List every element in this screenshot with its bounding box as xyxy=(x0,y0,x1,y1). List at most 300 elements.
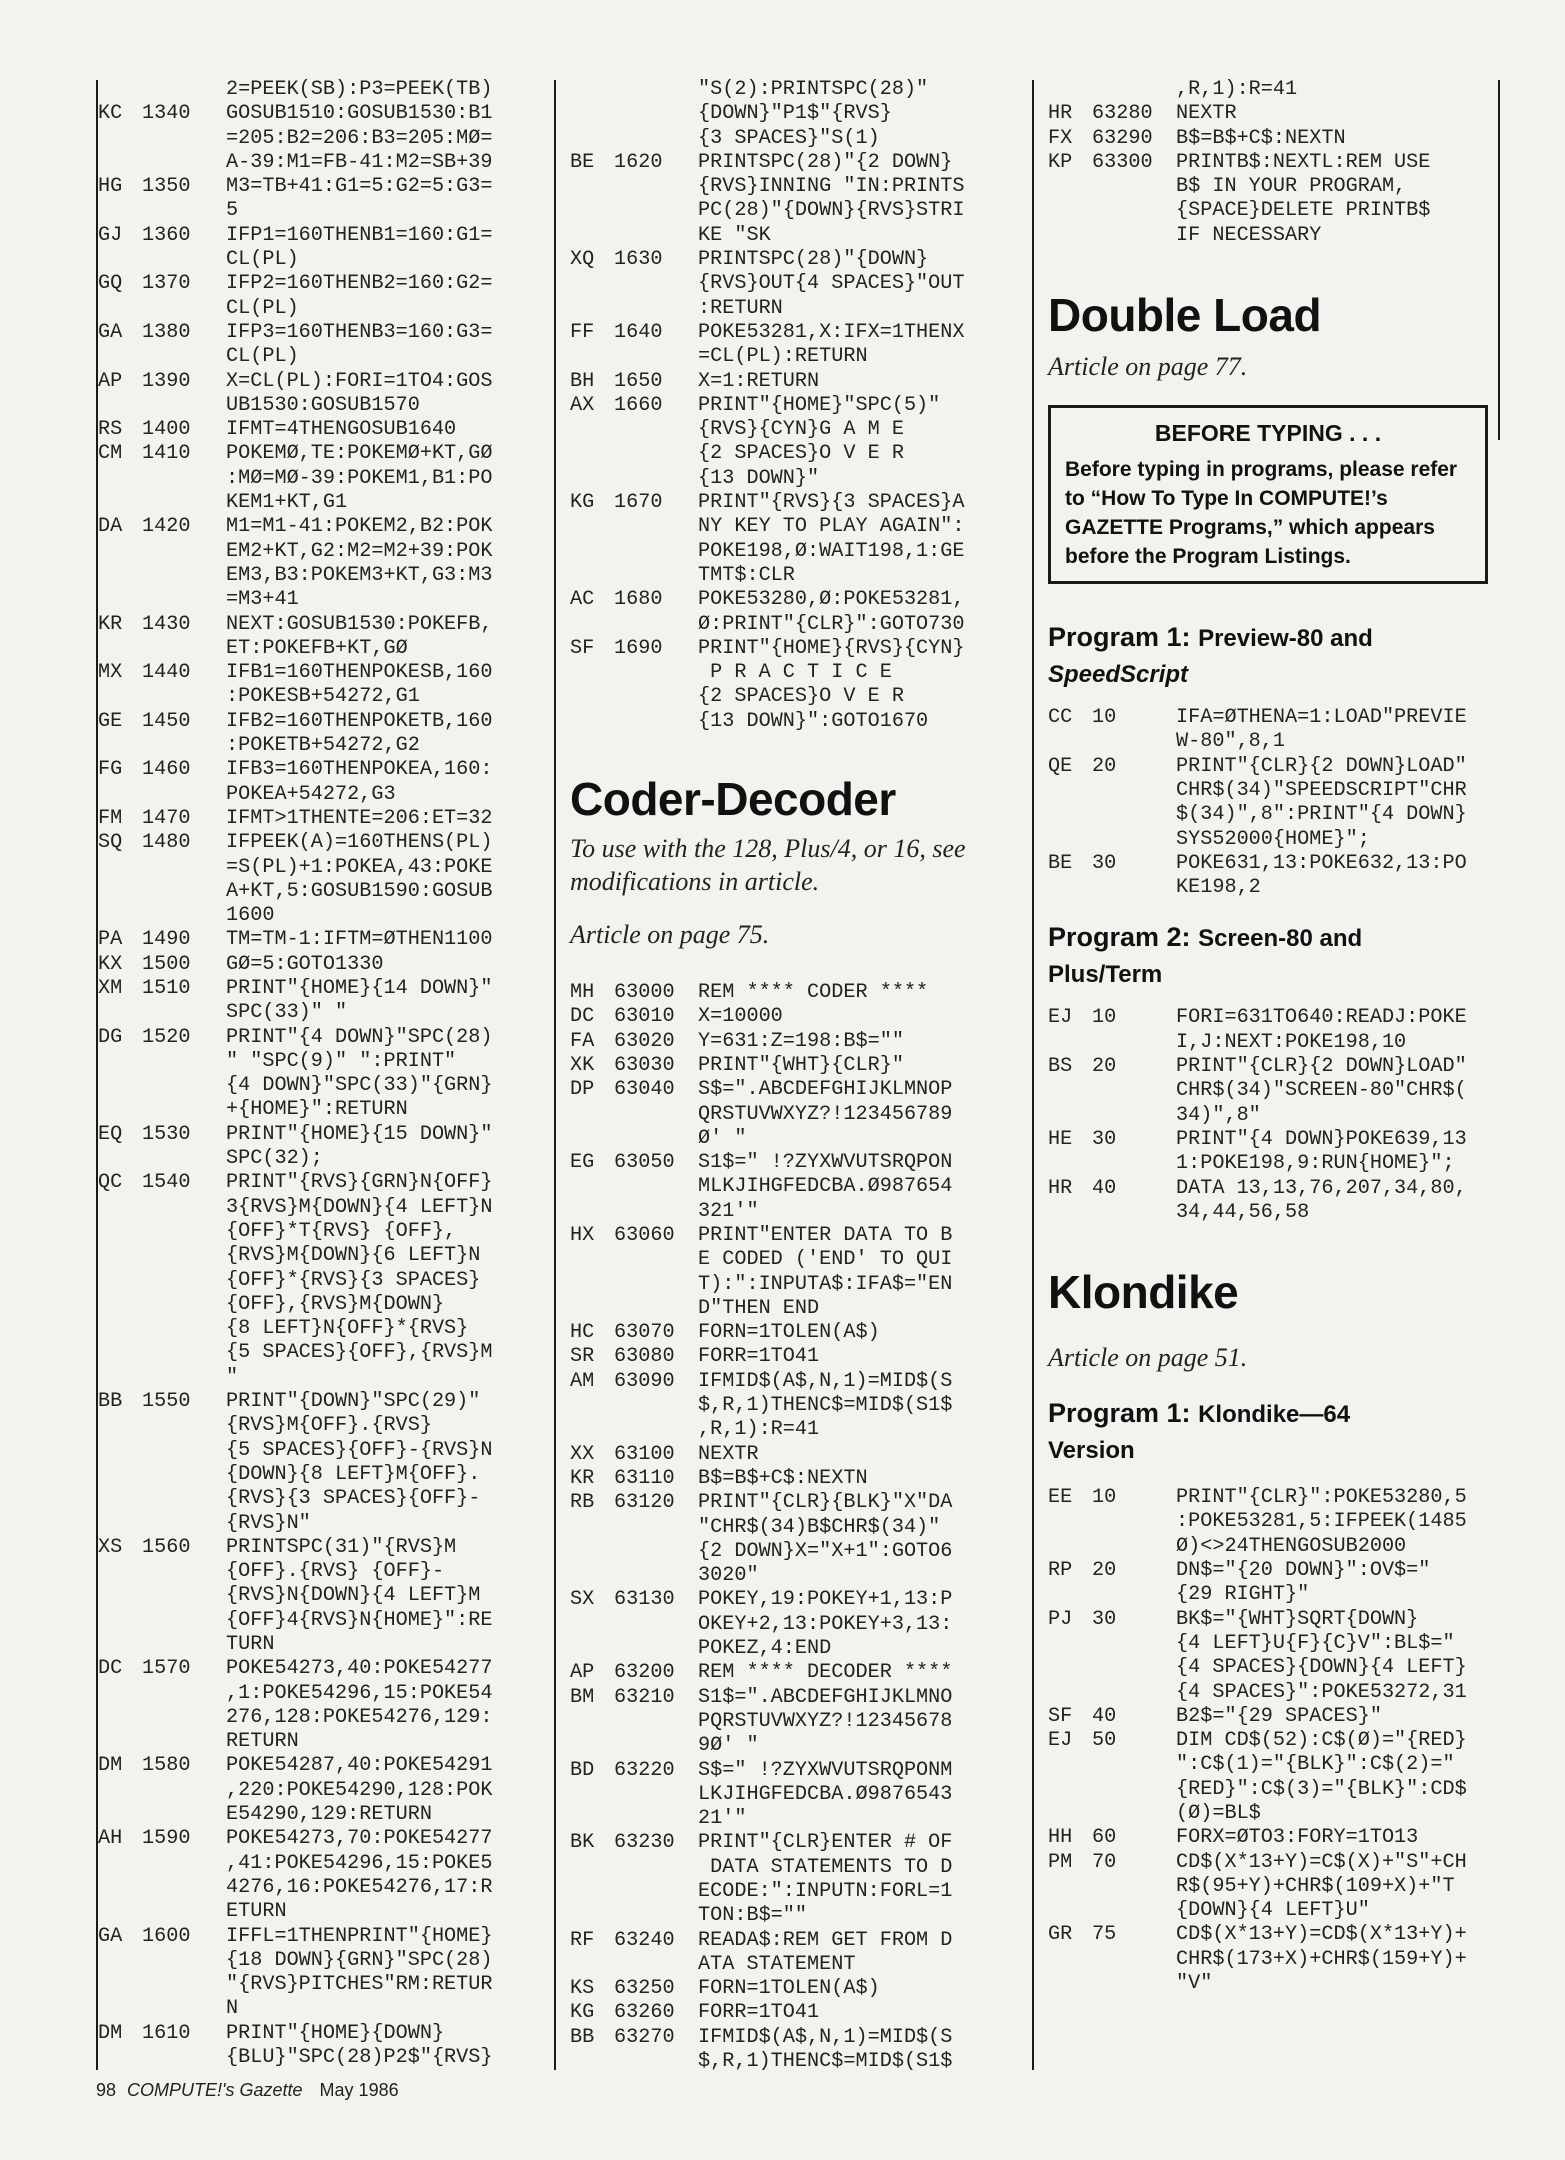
code-line xyxy=(1048,828,1488,852)
code-text: =205:B2=206:B3=205:MØ= xyxy=(226,126,493,150)
code-text: UB1530:GOSUB1570 xyxy=(226,393,420,417)
code-line xyxy=(98,2022,548,2046)
checksum: EG xyxy=(570,1151,595,1175)
line-number: 63020 xyxy=(614,1029,675,1053)
code-line xyxy=(570,637,1025,661)
code-line xyxy=(570,2001,1025,2025)
code-text: {18 DOWN}{GRN}"SPC(28) xyxy=(226,1948,493,1972)
line-number: 63130 xyxy=(614,1588,675,1612)
code-line xyxy=(98,1949,548,1973)
code-line xyxy=(570,1540,1025,1564)
code-text: CD$(X*13+Y)=C$(X)+"S"+CH xyxy=(1176,1850,1467,1874)
code-text: :POKESB+54272,G1 xyxy=(226,685,420,709)
line-number: 63210 xyxy=(614,1685,675,1709)
column-left xyxy=(98,78,548,2070)
code-text: ,1:POKE54296,15:POKE54 xyxy=(226,1681,493,1705)
code-text: "S(2):PRINTSPC(28)" xyxy=(698,78,929,101)
checksum: HR xyxy=(1048,1176,1073,1200)
code-line xyxy=(1048,1729,1488,1753)
code-text: +{HOME}":RETURN xyxy=(226,1098,408,1122)
code-text: {RVS}{CYN}G A M E xyxy=(698,418,904,442)
code-line xyxy=(570,685,1025,709)
code-line xyxy=(1048,1923,1488,1947)
line-number: 63100 xyxy=(614,1442,675,1466)
code-text: PRINT"{4 DOWN}POKE639,13 xyxy=(1176,1127,1467,1151)
code-text: {DOWN}{8 LEFT}M{OFF}. xyxy=(226,1462,481,1486)
code-line xyxy=(570,1856,1025,1880)
code-text: POKEY,19:POKEY+1,13:P xyxy=(698,1588,953,1612)
code-line xyxy=(98,1609,548,1633)
code-text: B$ IN YOUR PROGRAM, xyxy=(1176,175,1407,199)
klondike-program-version: Version xyxy=(1048,1437,1135,1465)
code-text: CL(PL) xyxy=(226,248,299,272)
line-number: 10 xyxy=(1092,706,1117,730)
code-line xyxy=(98,1390,548,1414)
code-line xyxy=(98,1925,548,1949)
code-line xyxy=(98,248,548,272)
line-number: 1430 xyxy=(142,612,191,636)
code-line xyxy=(98,1803,548,1827)
code-line xyxy=(98,2046,548,2070)
column-rule-3 xyxy=(1498,80,1500,440)
line-number: 1680 xyxy=(614,588,663,612)
code-text: N xyxy=(226,1997,239,2021)
checksum: KG xyxy=(570,491,595,515)
code-line xyxy=(98,807,548,831)
code-text: NEXT:GOSUB1530:POKEFB, xyxy=(226,612,493,636)
code-line xyxy=(98,1536,548,1560)
code-text: PRINT"{4 DOWN}"SPC(28) xyxy=(226,1025,493,1049)
code-text: SPC(32); xyxy=(226,1147,323,1171)
klondike-article-ref: Article on page 51. xyxy=(1048,1343,1248,1373)
checksum: AC xyxy=(570,588,595,612)
listing-coder-decoder xyxy=(570,981,1025,2074)
code-line xyxy=(570,1394,1025,1418)
checksum: DM xyxy=(98,2021,123,2045)
line-number: 1570 xyxy=(142,1657,191,1681)
code-line xyxy=(98,1366,548,1390)
code-text: X=1:RETURN xyxy=(698,369,820,393)
code-text: {29 RIGHT}" xyxy=(1176,1583,1310,1607)
checksum: XS xyxy=(98,1535,123,1559)
code-line xyxy=(1048,1802,1488,1826)
line-number: 63290 xyxy=(1092,126,1153,150)
checksum: XM xyxy=(98,976,123,1000)
code-line xyxy=(98,1171,548,1195)
line-number: 1520 xyxy=(142,1025,191,1049)
checksum: EE xyxy=(1048,1486,1073,1510)
code-text: {RVS}{3 SPACES}{OFF}- xyxy=(226,1487,481,1511)
code-line xyxy=(98,1244,548,1268)
code-line xyxy=(570,1807,1025,1831)
line-number: 70 xyxy=(1092,1850,1117,1874)
code-text: B$=B$+C$:NEXTN xyxy=(1176,126,1346,150)
code-line xyxy=(1048,1899,1488,1923)
code-line xyxy=(98,199,548,223)
line-number: 1480 xyxy=(142,831,191,855)
checksum: GA xyxy=(98,320,123,344)
code-text: B2$="{29 SPACES}" xyxy=(1176,1704,1382,1728)
checksum: XQ xyxy=(570,248,595,272)
line-number: 1530 xyxy=(142,1122,191,1146)
line-number: 63120 xyxy=(614,1491,675,1515)
code-text: IFMT>1THENTE=206:ET=32 xyxy=(226,806,493,830)
line-number: 1460 xyxy=(142,758,191,782)
checksum: DC xyxy=(98,1657,123,1681)
code-line xyxy=(98,1973,548,1997)
code-line xyxy=(98,1196,548,1220)
code-text: PRINT"{RVS}{GRN}N{OFF} xyxy=(226,1171,493,1195)
code-text: S1$=" !?ZYXWVUTSRQPON xyxy=(698,1151,953,1175)
line-number: 63040 xyxy=(614,1078,675,1102)
code-line xyxy=(570,1904,1025,1928)
line-number: 63280 xyxy=(1092,102,1153,126)
line-number: 1560 xyxy=(142,1535,191,1559)
code-text: ,220:POKE54290,128:POK xyxy=(226,1778,493,1802)
line-number: 20 xyxy=(1092,1055,1117,1079)
code-text: {RVS}N{DOWN}{4 LEFT}M xyxy=(226,1584,481,1608)
checksum: FF xyxy=(570,320,595,344)
code-text: {OFF}*T{RVS} {OFF}, xyxy=(226,1219,457,1243)
line-number: 1630 xyxy=(614,248,663,272)
code-text: :POKE53281,5:IFPEEK(1485 xyxy=(1176,1510,1467,1534)
checksum: SR xyxy=(570,1345,595,1369)
line-number: 1660 xyxy=(614,393,663,417)
code-text: PRINTSPC(31)"{RVS}M xyxy=(226,1535,457,1559)
code-line xyxy=(1048,1826,1488,1850)
code-line xyxy=(98,1657,548,1681)
checksum: EJ xyxy=(1048,1729,1073,1753)
code-line xyxy=(98,1852,548,1876)
code-text: PRINT"{CLR}{BLK}"X"DA xyxy=(698,1491,953,1515)
code-line xyxy=(98,1730,548,1754)
line-number: 20 xyxy=(1092,754,1117,778)
code-text: FORN=1TOLEN(A$) xyxy=(698,1977,880,2001)
code-text: 34)",8" xyxy=(1176,1103,1261,1127)
code-line xyxy=(98,1487,548,1511)
code-line xyxy=(570,1030,1025,1054)
checksum: GA xyxy=(98,1924,123,1948)
checksum: RS xyxy=(98,418,123,442)
code-line xyxy=(98,1512,548,1536)
code-line xyxy=(570,1418,1025,1442)
code-line xyxy=(98,1269,548,1293)
code-line xyxy=(570,1273,1025,1297)
klondike-program-heading xyxy=(1048,1396,1488,1468)
line-number: 1610 xyxy=(142,2021,191,2045)
code-line xyxy=(570,1297,1025,1321)
code-line xyxy=(98,710,548,734)
code-line xyxy=(98,1123,548,1147)
code-text: Y=631:Z=198:B$="" xyxy=(698,1029,904,1053)
code-text: OKEY+2,13:POKEY+3,13: xyxy=(698,1612,953,1636)
line-number: 1360 xyxy=(142,223,191,247)
listing-baseball-continued xyxy=(98,78,548,2070)
code-line xyxy=(98,394,548,418)
code-line xyxy=(98,1560,548,1584)
code-text: PRINT"{CLR}{2 DOWN}LOAD" xyxy=(1176,1055,1467,1079)
code-text: FORR=1TO41 xyxy=(698,1345,820,1369)
code-line xyxy=(570,467,1025,491)
code-text: :POKETB+54272,G2 xyxy=(226,734,420,758)
code-text: M1=M1-41:POKEM2,B2:POK xyxy=(226,515,493,539)
code-text: POKE53280,Ø:POKE53281, xyxy=(698,588,965,612)
klondike-heading: Klondike xyxy=(1048,1266,1239,1319)
code-line xyxy=(98,1827,548,1851)
code-line xyxy=(1048,224,1488,248)
code-text: TON:B$="" xyxy=(698,1904,808,1928)
code-text: "CHR$(34)B$CHR$(34)" xyxy=(698,1515,941,1539)
checksum: KS xyxy=(570,1977,595,2001)
code-text: IFA=ØTHENA=1:LOAD"PREVIE xyxy=(1176,706,1467,730)
code-line xyxy=(98,224,548,248)
code-text: =M3+41 xyxy=(226,588,299,612)
checksum: EJ xyxy=(1048,1006,1073,1030)
line-number: 63240 xyxy=(614,1928,675,1952)
code-line xyxy=(1048,1006,1488,1030)
code-text: READA$:REM GET FROM D xyxy=(698,1928,953,1952)
code-line xyxy=(570,1588,1025,1612)
code-text: 3020" xyxy=(698,1564,759,1588)
code-line xyxy=(1048,1055,1488,1079)
line-number: 63090 xyxy=(614,1369,675,1393)
code-line xyxy=(1048,1681,1488,1705)
code-text: Ø:PRINT"{CLR}":GOTO730 xyxy=(698,612,965,636)
code-text: IFP3=160THENB3=160:G3= xyxy=(226,320,493,344)
code-text: GØ=5:GOTO1330 xyxy=(226,952,384,976)
code-line xyxy=(1048,1104,1488,1128)
checksum: XK xyxy=(570,1053,595,1077)
line-number: 1620 xyxy=(614,150,663,174)
code-text: NEXTR xyxy=(1176,102,1237,126)
code-line xyxy=(570,1977,1025,2001)
checksum: HE xyxy=(1048,1127,1073,1151)
code-line xyxy=(1048,1128,1488,1152)
code-text: PRINT"{WHT}{CLR}" xyxy=(698,1053,904,1077)
code-text: {RVS}M{DOWN}{6 LEFT}N xyxy=(226,1244,481,1268)
line-number: 63230 xyxy=(614,1831,675,1855)
listing-coder-decoder-end xyxy=(1048,78,1488,248)
code-line xyxy=(1048,1632,1488,1656)
program2-screen-heading xyxy=(1048,920,1488,992)
line-number: 1500 xyxy=(142,952,191,976)
code-text: {BLU}"SPC(28)P2$"{RVS} xyxy=(226,2046,493,2070)
code-line xyxy=(1048,151,1488,175)
checksum: KR xyxy=(570,1466,595,1490)
code-text: S$=".ABCDEFGHIJKLMNOP xyxy=(698,1078,953,1102)
issue-date: May 1986 xyxy=(319,2080,399,2100)
checksum: HX xyxy=(570,1223,595,1247)
code-line xyxy=(98,491,548,515)
code-line xyxy=(1048,1656,1488,1680)
code-line xyxy=(98,1633,548,1657)
code-line xyxy=(98,1754,548,1778)
code-text: RETURN xyxy=(226,1730,299,1754)
checksum: FX xyxy=(1048,126,1073,150)
code-line xyxy=(98,880,548,904)
code-line xyxy=(570,1005,1025,1029)
code-text: {DOWN}"P1$"{RVS} xyxy=(698,102,892,126)
double-load-heading: Double Load xyxy=(1048,289,1322,342)
code-line xyxy=(98,127,548,151)
checksum: AP xyxy=(570,1661,595,1685)
code-line xyxy=(1048,78,1488,102)
code-text: {DOWN}{4 LEFT}U" xyxy=(1176,1899,1370,1923)
line-number: 63080 xyxy=(614,1345,675,1369)
line-number: 1340 xyxy=(142,102,191,126)
checksum: HG xyxy=(98,175,123,199)
code-text: {OFF}4{RVS}N{HOME}":RE xyxy=(226,1608,493,1632)
code-line xyxy=(98,297,548,321)
code-text: {OFF}*{RVS}{3 SPACES} xyxy=(226,1268,481,1292)
code-line xyxy=(98,1997,548,2021)
line-number: 63030 xyxy=(614,1053,675,1077)
checksum: GQ xyxy=(98,272,123,296)
code-text: E54290,129:RETURN xyxy=(226,1803,432,1827)
code-text: CHR$(34)"SCREEN-80"CHR$( xyxy=(1176,1079,1467,1103)
code-line xyxy=(1048,1972,1488,1996)
line-number: 63060 xyxy=(614,1223,675,1247)
code-text: KE198,2 xyxy=(1176,876,1261,900)
code-text: 276,128:POKE54276,129: xyxy=(226,1705,493,1729)
code-text: IFPEEK(A)=160THENS(PL) xyxy=(226,831,493,855)
code-text: PRINT"ENTER DATA TO B xyxy=(698,1223,953,1247)
line-number: 30 xyxy=(1092,851,1117,875)
coder-decoder-article-ref: Article on page 75. xyxy=(570,920,770,950)
code-line xyxy=(570,1783,1025,1807)
program2-label: Program 2: xyxy=(1048,922,1191,953)
checksum: HH xyxy=(1048,1826,1073,1850)
code-text: " "SPC(9)" ":PRINT" xyxy=(226,1049,457,1073)
code-line xyxy=(570,1151,1025,1175)
code-text: ,41:POKE54296,15:POKE5 xyxy=(226,1851,493,1875)
code-line xyxy=(570,1443,1025,1467)
code-text: FORN=1TOLEN(A$) xyxy=(698,1321,880,1345)
checksum: RF xyxy=(570,1928,595,1952)
checksum: CC xyxy=(1048,706,1073,730)
checksum: DM xyxy=(98,1754,123,1778)
code-text: W-80",8,1 xyxy=(1176,730,1286,754)
code-line xyxy=(570,2050,1025,2074)
code-line xyxy=(570,1831,1025,1855)
code-line xyxy=(98,1779,548,1803)
code-line xyxy=(98,272,548,296)
line-number: 50 xyxy=(1092,1729,1117,1753)
code-line xyxy=(570,1613,1025,1637)
checksum: RP xyxy=(1048,1559,1073,1583)
code-line xyxy=(98,1317,548,1341)
before-typing-body: Before typing in programs, please refer to “How To Type In COMPUTE!’s GAZETTE Programs,” which appears before the Program Listings. xyxy=(1065,458,1458,569)
code-line xyxy=(570,102,1025,126)
line-number: 63250 xyxy=(614,1977,675,2001)
checksum: KR xyxy=(98,612,123,636)
code-line xyxy=(98,588,548,612)
checksum: CM xyxy=(98,442,123,466)
code-text: DATA STATEMENTS TO D xyxy=(698,1855,953,1879)
coder-decoder-heading: Coder-Decoder xyxy=(570,773,896,826)
page-footer xyxy=(96,2080,399,2101)
checksum: BM xyxy=(570,1685,595,1709)
code-line xyxy=(1048,876,1488,900)
line-number: 63070 xyxy=(614,1321,675,1345)
checksum: GE xyxy=(98,709,123,733)
line-number: 1440 xyxy=(142,661,191,685)
code-line xyxy=(570,1661,1025,1685)
line-number: 30 xyxy=(1092,1127,1117,1151)
code-text: {RVS}M{OFF}.{RVS} xyxy=(226,1414,432,1438)
code-text: LKJIHGFEDCBA.Ø9876543 xyxy=(698,1782,953,1806)
code-text: {8 LEFT}N{OFF}*{RVS} xyxy=(226,1317,469,1341)
code-text: PRINTB$:NEXTL:REM USE xyxy=(1176,150,1431,174)
line-number: 63110 xyxy=(614,1466,675,1490)
magazine-name: COMPUTE!'s Gazette xyxy=(127,2080,303,2100)
checksum: SF xyxy=(1048,1704,1073,1728)
code-text: CHR$(173+X)+CHR$(159+Y)+ xyxy=(1176,1947,1467,1971)
code-text: PRINT"{DOWN}"SPC(29)" xyxy=(226,1390,481,1414)
line-number: 75 xyxy=(1092,1923,1117,1947)
code-text: $,R,1)THENC$=MID$(S1$ xyxy=(698,2050,953,2074)
code-text: PRINT"{HOME}{RVS}{CYN} xyxy=(698,636,965,660)
code-line xyxy=(98,1341,548,1365)
column-rule-1 xyxy=(554,80,556,2070)
code-text: SYS52000{HOME}"; xyxy=(1176,827,1370,851)
code-line xyxy=(570,1953,1025,1977)
code-line xyxy=(570,1345,1025,1369)
checksum: DC xyxy=(570,1005,595,1029)
code-text: POKE53281,X:IFX=1THENX xyxy=(698,320,965,344)
code-line xyxy=(570,1710,1025,1734)
program2-name: Screen-80 and xyxy=(1198,925,1363,953)
code-text: NEXTR xyxy=(698,1442,759,1466)
code-text: POKE54287,40:POKE54291 xyxy=(226,1754,493,1778)
code-text: IFFL=1THENPRINT"{HOME} xyxy=(226,1924,493,1948)
code-text: (Ø)=BL$ xyxy=(1176,1801,1261,1825)
code-line xyxy=(1048,852,1488,876)
code-text: FORR=1TO41 xyxy=(698,2001,820,2025)
code-line xyxy=(570,564,1025,588)
code-text: {RVS}OUT{4 SPACES}"OUT xyxy=(698,272,965,296)
code-text: S$=" !?ZYXWVUTSRQPONM xyxy=(698,1758,953,1782)
code-line xyxy=(98,613,548,637)
line-number: 63300 xyxy=(1092,150,1153,174)
checksum: SQ xyxy=(98,831,123,855)
code-line xyxy=(1048,127,1488,151)
code-text: D"THEN END xyxy=(698,1296,820,1320)
code-line xyxy=(1048,1608,1488,1632)
checksum: QC xyxy=(98,1171,123,1195)
code-line xyxy=(570,1078,1025,1102)
checksum: BH xyxy=(570,369,595,393)
line-number: 1370 xyxy=(142,272,191,296)
code-line xyxy=(98,418,548,442)
code-line xyxy=(570,297,1025,321)
code-text: P R A C T I C E xyxy=(698,661,892,685)
code-line xyxy=(1048,1705,1488,1729)
checksum: GJ xyxy=(98,223,123,247)
line-number: 1640 xyxy=(614,320,663,344)
code-text: ET:POKEFB+KT,GØ xyxy=(226,636,408,660)
code-text: E CODED ('END' TO QUI xyxy=(698,1248,953,1272)
code-line xyxy=(98,1074,548,1098)
code-text: PRINT"{HOME}{14 DOWN}" xyxy=(226,976,493,1000)
code-line xyxy=(570,442,1025,466)
line-number: 1410 xyxy=(142,442,191,466)
code-text: Ø' " xyxy=(698,1126,747,1150)
code-line xyxy=(98,1463,548,1487)
code-line xyxy=(1048,1510,1488,1534)
code-line xyxy=(1048,175,1488,199)
code-text: ETURN xyxy=(226,1900,287,1924)
